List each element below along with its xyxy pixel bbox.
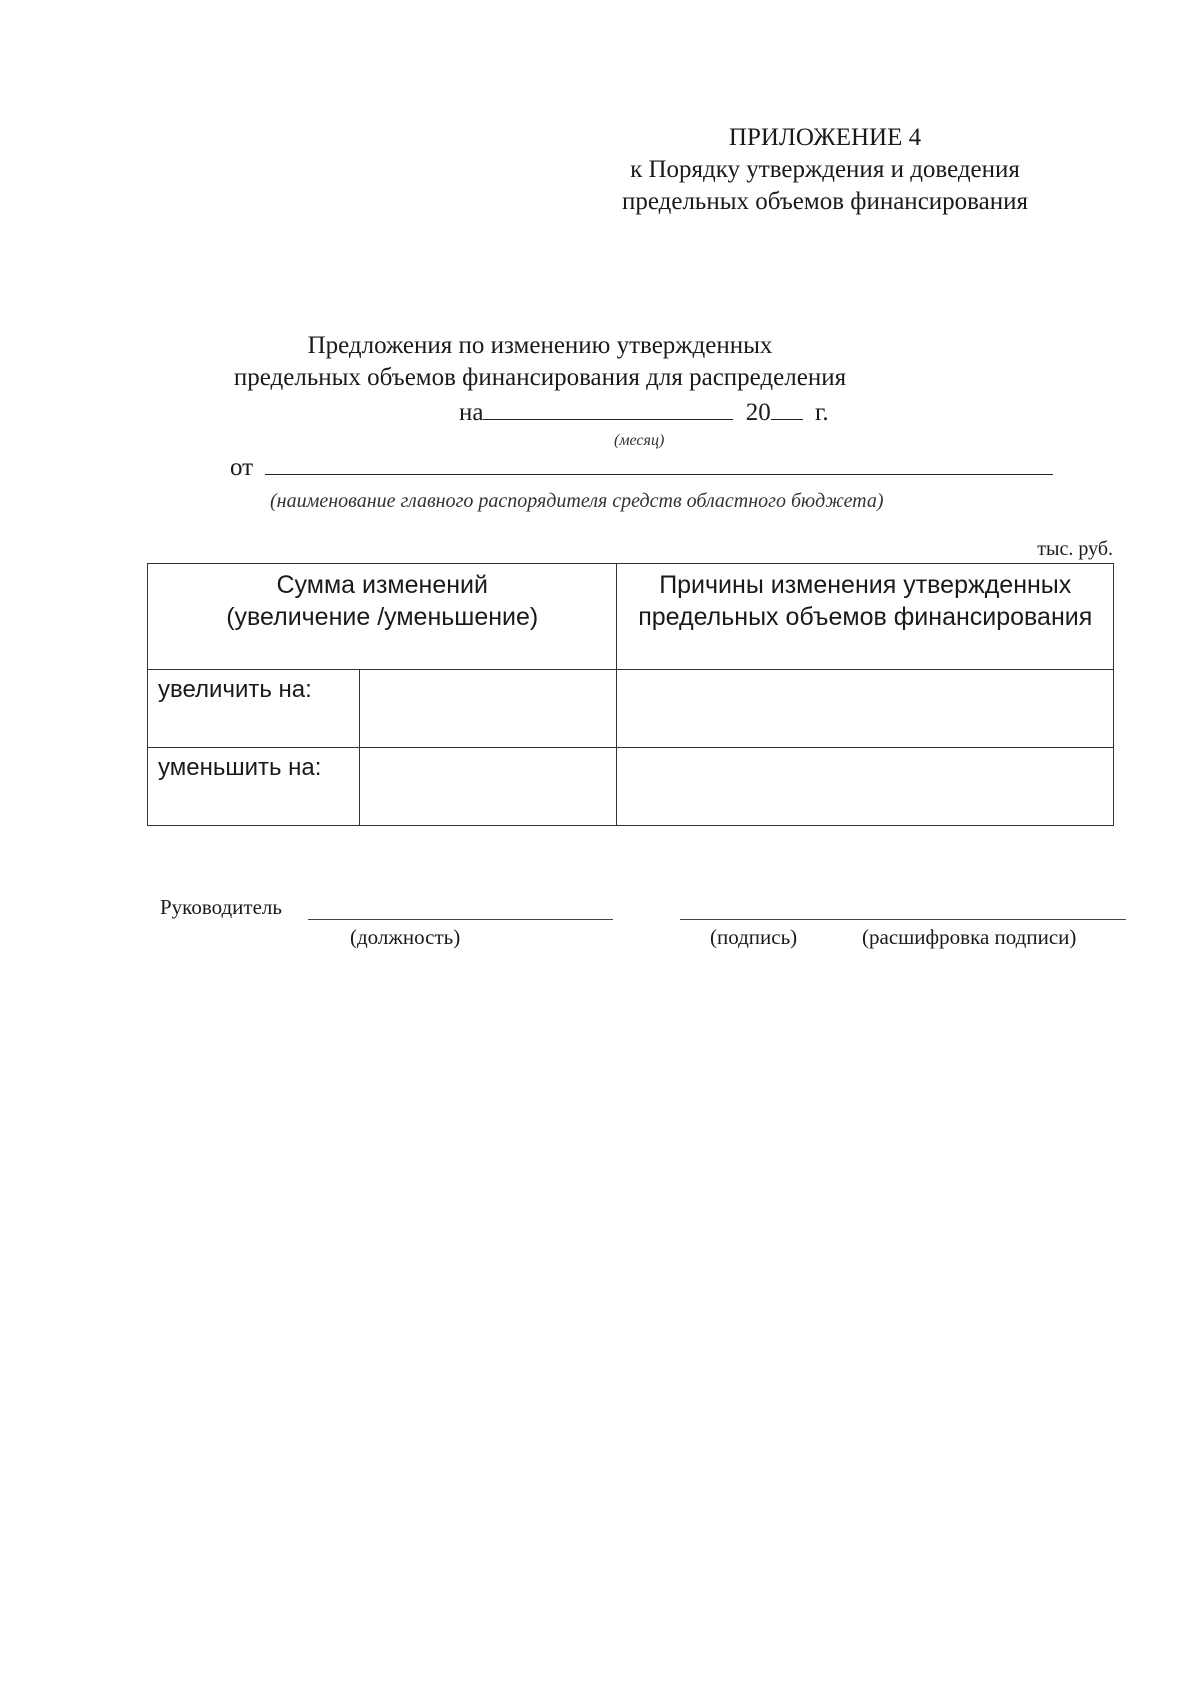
decrease-amount-cell[interactable]: [359, 748, 617, 826]
row-label-decrease: уменьшить на:: [148, 748, 360, 826]
header-sum-line1: Сумма изменений: [276, 571, 488, 599]
table-row: [148, 748, 1114, 826]
position-hint: (должность): [350, 925, 461, 949]
from-row: [230, 450, 1053, 482]
period-suffix: г.: [814, 399, 829, 426]
signature-hint: (подпись): [710, 925, 798, 949]
title-line1: Предложения по изменению утвержденных: [307, 332, 773, 359]
period-row: [459, 395, 829, 429]
month-blank[interactable]: [483, 395, 733, 420]
increase-reason-cell[interactable]: [617, 670, 1114, 748]
appendix-reference-line1: к Порядку утверждения и доведения: [630, 156, 1020, 183]
distributor-hint: (наименование главного распорядителя средств областного бюджета): [270, 490, 884, 512]
position-line[interactable]: [308, 918, 613, 920]
signature-label: Руководитель: [160, 895, 282, 919]
appendix-number: ПРИЛОЖЕНИЕ 4: [728, 124, 922, 151]
changes-table: [147, 563, 1114, 826]
month-hint: (месяц): [614, 432, 665, 449]
unit-label: тыс. руб.: [1037, 538, 1113, 560]
appendix-reference-line2: предельных объемов финансирования: [622, 188, 1028, 215]
decrease-reason-cell[interactable]: [617, 748, 1114, 826]
period-prefix: на: [459, 399, 484, 426]
header-sum: [148, 564, 617, 670]
title-line2: предельных объемов финансирования для распределения: [233, 364, 847, 391]
period-year: 20: [745, 399, 771, 426]
increase-amount-cell[interactable]: [359, 670, 617, 748]
table-row: [148, 670, 1114, 748]
table-header-row: [148, 564, 1114, 670]
year-blank[interactable]: [771, 395, 803, 420]
signature-line[interactable]: [680, 918, 1126, 920]
appendix-header: [560, 122, 1090, 218]
row-label-increase: увеличить на:: [148, 670, 360, 748]
header-sum-line2: (увеличение /уменьшение): [226, 603, 539, 631]
header-reason: [617, 564, 1114, 670]
header-reason-line1: Причины изменения утвержденных: [659, 571, 1072, 599]
decoding-hint: (расшифровка подписи): [862, 925, 1077, 949]
from-label: от: [230, 454, 254, 481]
distributor-name-blank[interactable]: [265, 450, 1053, 475]
document-title: [200, 330, 880, 394]
header-reason-line2: предельных объемов финансирования: [638, 603, 1093, 631]
